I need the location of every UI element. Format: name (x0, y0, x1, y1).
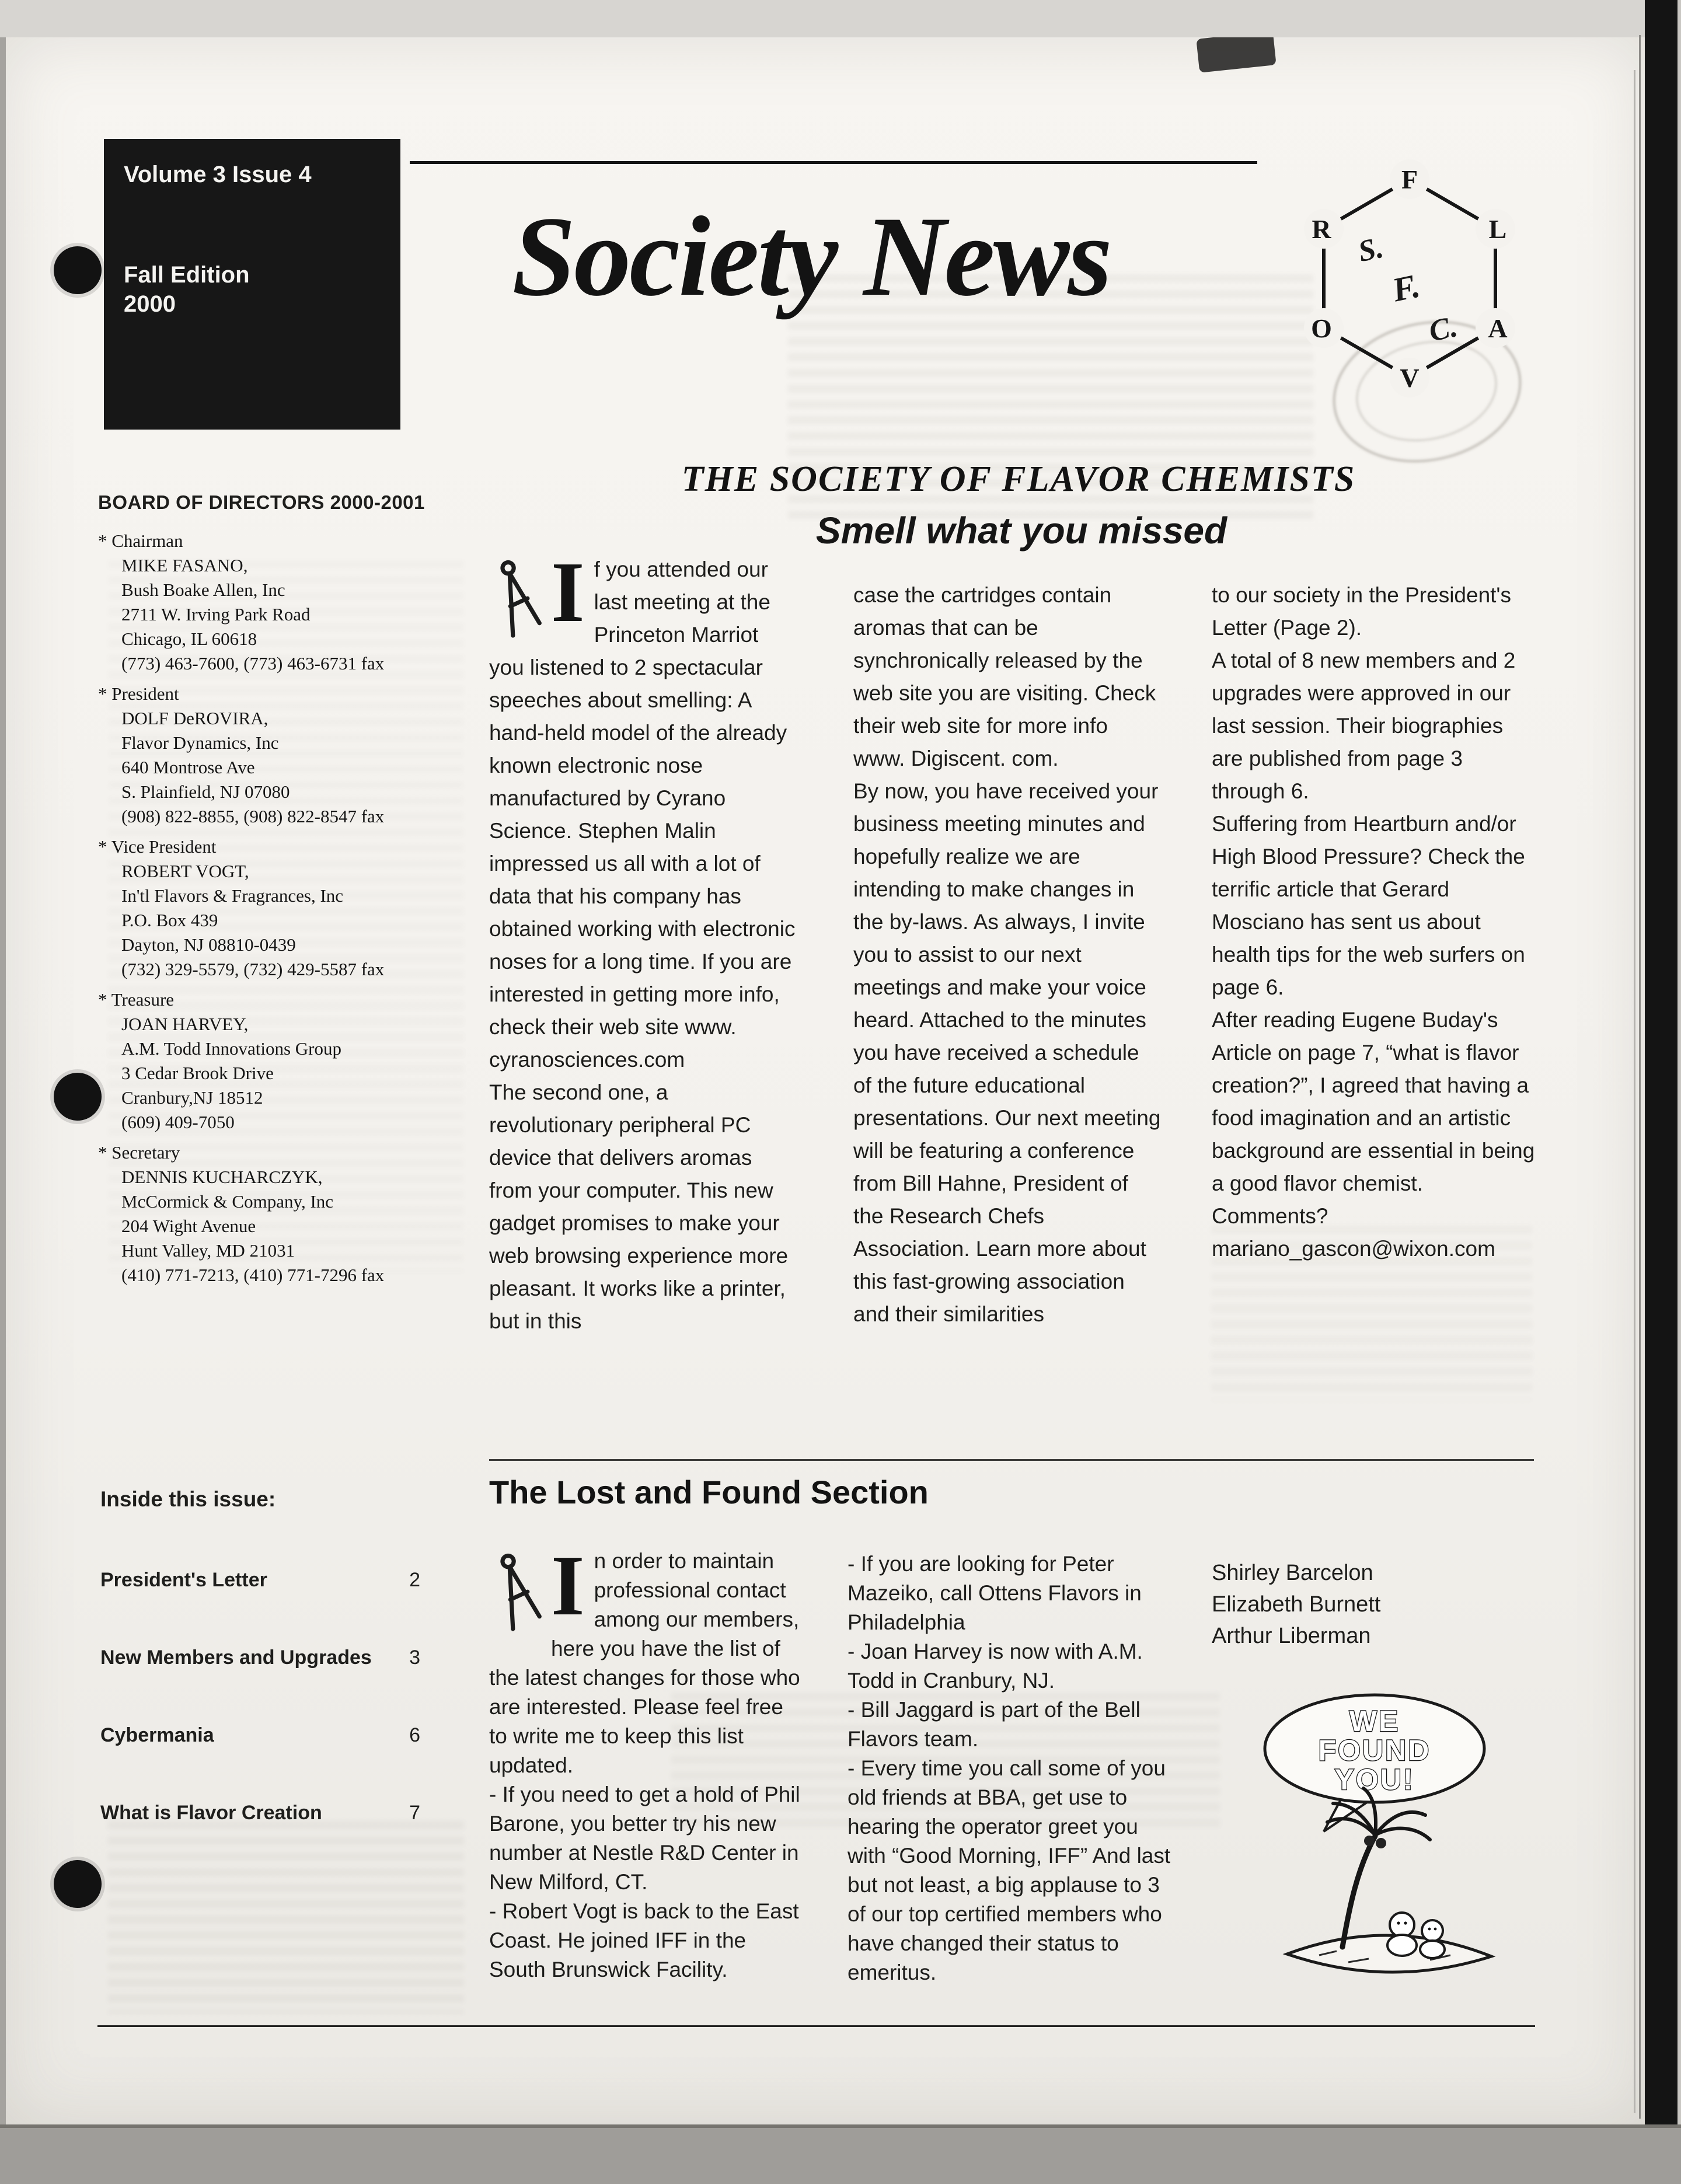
member-name: MIKE FASANO, (121, 555, 248, 575)
lead-paragraph: A total of 8 new members and 2 upgrades were approved in our last session. Their biographies are published from page 3 through 6. (1212, 648, 1516, 803)
member-company: A.M. Todd Innovations Group (121, 1038, 341, 1059)
lost-found-paragraph: n order to maintain professional contact among our members, here you have the list of the latest changes for those who are interested. Please feel free to write me to keep this list updated. (489, 1549, 800, 1777)
logo-letter-v: V (1400, 363, 1420, 393)
member-name: ROBERT VOGT, (121, 861, 249, 881)
member-phone: (908) 822-8855, (908) 822-8547 fax (121, 806, 385, 826)
logo-letter-a: A (1488, 313, 1508, 343)
hole-punch (54, 246, 102, 294)
member-street: 640 Montrose Ave (121, 757, 255, 777)
volume-label: Volume 3 Issue 4 (124, 162, 312, 187)
page-stack-edge (1639, 35, 1641, 2119)
monogram-f: F. (1389, 266, 1424, 309)
inside-heading: Inside this issue: (100, 1487, 276, 1511)
toc-item-cybermania (100, 1724, 420, 1747)
lost-found-column-2 (848, 1550, 1181, 1987)
lead-paragraph: to our society in the President's Letter (Page 2). (1212, 583, 1511, 640)
member-street: 2711 W. Irving Park Road (121, 604, 311, 625)
lost-found-column-1 (489, 1538, 804, 1984)
board-member-secretary (98, 1140, 476, 1288)
lead-article-column-3 (1212, 579, 1539, 1265)
lead-paragraph: f you attended our last meeting at the Princeton Marriot you listened to 2 spectacular speeches about smelling: A hand-held model of the already known electronic nose manufactured by Cyrano Science. Stephen Malin impressed us all with a lot of data that his company has obtained working with electronic noses for a long time. If you are interested in getting more info, check their web site www. cyranosciences.com (489, 557, 796, 1072)
comments-prompt: Comments? (1212, 1204, 1328, 1228)
emeritus-name: Shirley Barcelon (1212, 1561, 1373, 1585)
hole-punch (54, 1860, 102, 1908)
masthead-rule (410, 161, 1257, 164)
lost-found-heading: The Lost and Found Section (489, 1474, 929, 1510)
lead-paragraph: Suffering from Heartburn and/or High Blood Pressure? Check the terrific article that Gerard Mosciano has sent us about health tips for the web surfers on page 6. (1212, 812, 1525, 999)
lost-found-item: - Every time you call some of you old friends at BBA, get use to hearing the operator greet you with “Good Morning, IFF” And last but not least, a big applause to 3 of our top certified members who have changed their status to emeritus. (848, 1756, 1171, 1984)
toc-page: 2 (409, 1569, 420, 1591)
member-company: Bush Boake Allen, Inc (121, 580, 285, 600)
lead-paragraph: After reading Eugene Buday's Article on page 7, “what is flavor creation?”, I agreed that having a food imagination and an artistic background are essential in being a good flavor chemist. (1212, 1008, 1535, 1195)
sfc-logo (1284, 153, 1535, 433)
masthead-title: Society News (512, 193, 1111, 320)
member-phone: (732) 329-5579, (732) 429-5587 fax (121, 959, 385, 979)
member-phone: (410) 771-7213, (410) 771-7296 fax (121, 1265, 385, 1285)
monogram-c: C. (1426, 310, 1460, 348)
logo-letter-r: R (1312, 214, 1331, 244)
drafting-compass-icon (489, 556, 545, 643)
member-phone: (773) 463-7600, (773) 463-6731 fax (121, 653, 385, 674)
member-company: In'tl Flavors & Fragrances, Inc (121, 885, 344, 906)
member-name: JOAN HARVEY, (121, 1014, 249, 1034)
board-member-vice-president (98, 835, 476, 982)
member-phone: (609) 409-7050 (121, 1112, 235, 1132)
toc-page: 6 (409, 1724, 420, 1746)
drafting-compass-icon (489, 1549, 545, 1637)
lost-found-item: - If you need to get a hold of Phil Barone, you better try his new number at Nestle R&D Center in New Milford, CT. (489, 1782, 800, 1894)
board-role: * President (98, 683, 179, 704)
we-found-you-cartoon (1255, 1693, 1523, 1996)
lost-found-item: - If you are looking for Peter Mazeiko, call Ottens Flavors in Philadelphia (848, 1552, 1142, 1634)
board-heading: BOARD OF DIRECTORS 2000-2001 (98, 491, 425, 513)
lead-paragraph: By now, you have received your business meeting minutes and hopefully realize we are intending to make changes in the by-laws. As always, I invite you to assist to our next meetings and make your voice heard. Attached to the minutes you have received a schedule of the future educational presentations. Our next meeting will be featuring a conference from Bill Hahne, President of the Research Chefs Association. Learn more about this fast-growing association and their similarities (853, 779, 1161, 1326)
member-city: Dayton, NJ 08810-0439 (121, 934, 296, 955)
member-company: Flavor Dynamics, Inc (121, 732, 279, 753)
edition-block (124, 260, 400, 319)
issue-info-box (104, 139, 400, 430)
board-member-president (98, 682, 476, 829)
dropcap-letter: I (551, 1538, 585, 1634)
logo-letter-f: F (1401, 165, 1418, 194)
edition-year: 2000 (124, 291, 176, 317)
board-member-chairman (98, 529, 476, 676)
page-stack-edge (1634, 70, 1635, 2113)
toc-label: Cybermania (100, 1724, 214, 1746)
lost-found-item: - Bill Jaggard is part of the Bell Flavors team. (848, 1698, 1141, 1751)
toc-item-new-members (100, 1646, 420, 1669)
toc-label: New Members and Upgrades (100, 1646, 372, 1669)
scan-edge-right (1645, 0, 1677, 2184)
bubble-word-we: WE (1349, 1705, 1400, 1738)
society-subtitle: THE SOCIETY OF FLAVOR CHEMISTS (681, 459, 1356, 499)
lead-article-column-2 (853, 579, 1163, 1331)
article-headline: Smell what you missed (815, 510, 1227, 552)
hole-punch (54, 1073, 102, 1121)
emeritus-name: Arthur Liberman (1212, 1624, 1371, 1648)
member-company: McCormick & Company, Inc (121, 1191, 334, 1212)
member-name: DOLF DeROVIRA, (121, 708, 268, 728)
coconut (1364, 1836, 1375, 1846)
board-of-directors (98, 491, 476, 1293)
toc-label: President's Letter (100, 1569, 267, 1591)
toc-item-presidents-letter (100, 1569, 420, 1592)
lead-paragraph: case the cartridges contain aromas that can be synchronically released by the web site you are visiting. Check their web site for more info www. Digiscent. com. (853, 583, 1156, 770)
footer-rule (97, 2025, 1535, 2027)
board-role: * Vice President (98, 836, 217, 857)
logo-letter-l: L (1488, 214, 1507, 244)
lost-found-item: - Joan Harvey is now with A.M. Todd in Cranbury, NJ. (848, 1639, 1143, 1693)
board-role: * Treasure (98, 989, 175, 1010)
member-name: DENNIS KUCHARCZYK, (121, 1167, 323, 1187)
member-city: Chicago, IL 60618 (121, 629, 257, 649)
toc-item-flavor-creation (100, 1802, 420, 1824)
member-street: P.O. Box 439 (121, 910, 218, 930)
lead-paragraph: The second one, a revolutionary peripheral PC device that delivers aromas from your computer. This new gadget promises to make your web browsing experience more pleasant. It works like a printer, but in this (489, 1080, 789, 1333)
member-city: Cranbury,NJ 18512 (121, 1087, 263, 1108)
emeritus-name: Elizabeth Burnett (1212, 1592, 1381, 1617)
section-divider-rule (489, 1459, 1534, 1461)
lost-found-item: - Robert Vogt is back to the East Coast. He joined IFF in the South Brunswick Facility. (489, 1899, 799, 1981)
logo-letter-o: O (1311, 313, 1332, 343)
board-member-treasure (98, 988, 476, 1135)
inside-this-issue (100, 1487, 420, 1879)
board-role: * Chairman (98, 531, 183, 551)
board-role: * Secretary (98, 1142, 180, 1163)
toc-page: 3 (409, 1646, 420, 1669)
member-city: Hunt Valley, MD 21031 (121, 1240, 295, 1261)
lead-article-column-1 (489, 545, 797, 1338)
member-street: 204 Wight Avenue (121, 1216, 256, 1236)
bubble-word-found: FOUND (1318, 1734, 1431, 1767)
edition-label: Fall Edition (124, 262, 250, 288)
scan-edge-top (0, 0, 1681, 37)
toc-page: 7 (409, 1802, 420, 1824)
dropcap-letter: I (551, 545, 585, 640)
emeritus-names-list (1212, 1557, 1515, 1652)
coconut (1376, 1838, 1386, 1848)
monogram-s: S. (1355, 231, 1386, 269)
contact-email: mariano_gascon@wixon.com (1212, 1237, 1495, 1261)
member-city: S. Plainfield, NJ 07080 (121, 782, 290, 802)
toc-label: What is Flavor Creation (100, 1802, 322, 1824)
member-street: 3 Cedar Brook Drive (121, 1063, 274, 1083)
scan-edge-right-outer (1677, 0, 1681, 2184)
scan-edge-bottom (0, 2124, 1681, 2184)
bubble-word-you: YOU! (1334, 1763, 1415, 1796)
